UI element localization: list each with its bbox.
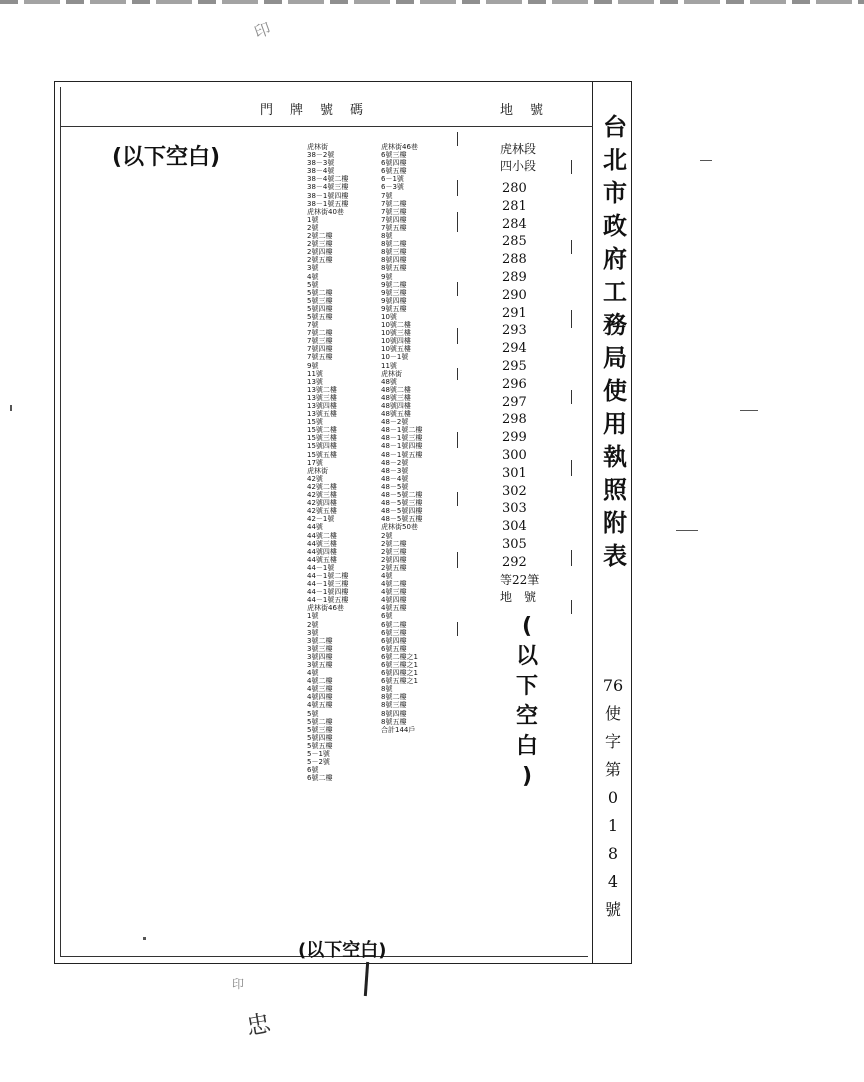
address-entry: 7號五樓 xyxy=(381,223,407,232)
address-entry: 2號 xyxy=(307,620,319,629)
address-entry: 5－2號 xyxy=(307,758,330,767)
address-entry: 42－1號 xyxy=(307,515,335,524)
address-entry: 44－1號二樓 xyxy=(307,571,349,580)
address-entry: 2號五樓 xyxy=(381,563,407,572)
pen-stroke xyxy=(364,962,369,996)
address-entry: 7號三樓 xyxy=(381,207,407,216)
address-entry: 48－3號 xyxy=(381,466,409,475)
title-char: 台 xyxy=(603,112,627,141)
address-entry: 6號二樓 xyxy=(307,774,333,783)
address-entry: 8號二樓 xyxy=(381,693,407,702)
address-entry: 38－4號二樓 xyxy=(307,175,349,184)
land-number: 300 xyxy=(502,447,527,463)
blank-remark-char: ) xyxy=(521,764,533,789)
address-entry: 48－4號 xyxy=(381,474,409,483)
address-entry: 6號三樓之1 xyxy=(381,661,418,669)
land-section xyxy=(500,141,536,175)
address-entry: 38－4號三樓 xyxy=(307,183,349,192)
address-entry: 3號二樓 xyxy=(307,636,333,645)
address-entry: 44－1號 xyxy=(307,563,335,572)
address-entry: 8號 xyxy=(381,232,393,241)
address-entry: 3號三樓 xyxy=(307,644,333,653)
land-number: 281 xyxy=(502,198,527,214)
address-entry: 4號四樓 xyxy=(307,693,333,702)
title-char: 表 xyxy=(603,541,627,570)
address-entry: 2號三樓 xyxy=(381,547,407,556)
address-entry: 9號五樓 xyxy=(381,304,407,313)
address-entry: 8號四樓 xyxy=(381,256,407,265)
land-number: 303 xyxy=(502,501,527,517)
address-entry: 虎林街40巷 xyxy=(307,207,344,216)
address-entry: 2號 xyxy=(307,223,319,232)
address-entry: 44號二樓 xyxy=(307,531,337,540)
address-entry: 6號 xyxy=(307,766,319,775)
address-entry: 6號五樓 xyxy=(381,644,407,653)
address-entry: 虎林街50巷 xyxy=(381,523,418,532)
title-char: 使 xyxy=(603,376,627,405)
address-entry: 6號四樓 xyxy=(381,636,407,645)
address-entry: 42號五樓 xyxy=(307,507,337,516)
land-number: 291 xyxy=(502,305,527,321)
address-entry: 2號二樓 xyxy=(381,539,407,548)
address-entry: 10號二樓 xyxy=(381,321,411,330)
land-number: 297 xyxy=(502,394,527,410)
address-entry: 9號 xyxy=(307,361,319,370)
scan-speck xyxy=(10,405,12,411)
permit-digit-2: 1 xyxy=(607,816,619,835)
address-entry: 2號四樓 xyxy=(307,248,333,257)
address-entry: 3號四樓 xyxy=(307,652,333,661)
address-entry: 13號四樓 xyxy=(307,402,337,410)
address-entry: 11號 xyxy=(381,361,397,370)
blank-remark-left: (以下空白) xyxy=(112,145,221,170)
address-entry: 5號二樓 xyxy=(307,288,333,297)
seal-mark-small: 印 xyxy=(232,977,245,991)
address-entry: 虎林街46巷 xyxy=(381,143,418,151)
address-entry: 48－5號 xyxy=(381,482,409,491)
address-entry: 48號二樓 xyxy=(381,385,411,394)
address-entry: 48－1號三樓 xyxy=(381,434,423,443)
address-entry: 6號二樓之1 xyxy=(381,652,418,661)
address-entry: 13號 xyxy=(307,377,323,386)
land-total xyxy=(500,572,539,606)
address-entry: 虎林街46巷 xyxy=(307,604,344,613)
blank-remark-char: 白 xyxy=(515,734,538,759)
blank-remark-char: ( xyxy=(521,614,533,639)
address-entry: 11號 xyxy=(307,369,323,378)
title-char: 務 xyxy=(603,310,627,339)
address-entry: 48－1號四樓 xyxy=(381,442,423,451)
land-number: 292 xyxy=(502,554,527,570)
address-entry: 13號二樓 xyxy=(307,385,337,394)
land-number: 301 xyxy=(502,465,527,481)
permit-char-2: 字 xyxy=(604,732,621,751)
scan-speck xyxy=(676,530,698,531)
address-entry: 8號三樓 xyxy=(381,701,407,710)
address-entry: 48－5號三樓 xyxy=(381,499,423,508)
address-entry: 7號二樓 xyxy=(307,329,333,338)
address-entry: 7號三樓 xyxy=(307,337,333,346)
permit-char-3: 第 xyxy=(604,760,621,779)
address-entry: 8號 xyxy=(381,685,393,694)
address-entry: 10－1號 xyxy=(381,353,409,362)
address-entry: 4號 xyxy=(307,669,319,678)
address-list-col2 xyxy=(381,143,422,734)
seal-stamp xyxy=(232,975,282,1045)
address-entry: 48－5號五樓 xyxy=(381,515,423,524)
address-entry: 15號二樓 xyxy=(307,426,337,435)
address-entry: 48－1號二樓 xyxy=(381,426,423,435)
address-entry: 4號三樓 xyxy=(381,588,407,597)
address-entry: 48號三樓 xyxy=(381,393,411,402)
title-column-divider xyxy=(592,81,593,964)
address-entry: 2號 xyxy=(381,531,393,540)
title-char: 工 xyxy=(603,277,627,306)
address-entry: 44－1號四樓 xyxy=(307,588,349,597)
address-entry: 4號二樓 xyxy=(381,580,407,589)
land-number-header: 地 號 xyxy=(500,103,546,118)
land-number: 289 xyxy=(502,269,527,285)
land-number-list xyxy=(502,180,527,572)
address-entry: 38－4號 xyxy=(307,167,335,176)
land-number: 305 xyxy=(502,536,527,552)
address-entry: 15號五樓 xyxy=(307,450,337,459)
address-entry: 3號 xyxy=(307,264,319,273)
address-entry: 4號五樓 xyxy=(381,604,407,613)
title-char: 用 xyxy=(603,409,627,438)
title-char: 執 xyxy=(603,442,627,471)
land-number: 299 xyxy=(502,430,527,446)
address-entry: 合計144戶 xyxy=(381,725,416,734)
address-entry: 10號五樓 xyxy=(381,345,411,354)
address-entry: 3號五樓 xyxy=(307,661,333,669)
address-entry: 8號三樓 xyxy=(381,248,407,257)
address-entry: 4號三樓 xyxy=(307,685,333,694)
scan-top-edge xyxy=(0,0,864,4)
address-entry: 8號四樓 xyxy=(381,709,407,718)
title-char: 照 xyxy=(603,475,627,504)
address-entry: 9號三樓 xyxy=(381,288,407,297)
land-number: 288 xyxy=(502,252,527,268)
address-entry: 1號 xyxy=(307,215,319,224)
address-entry: 13號五樓 xyxy=(307,410,337,419)
address-entry: 42號 xyxy=(307,474,323,483)
address-entry: 44號 xyxy=(307,523,323,532)
column-separator-marks xyxy=(457,132,459,652)
address-entry: 2號二樓 xyxy=(307,232,333,241)
address-entry: 17號 xyxy=(307,458,323,467)
address-entry: 2號四樓 xyxy=(381,555,407,564)
address-entry: 48－5號四樓 xyxy=(381,507,423,516)
scan-speck xyxy=(700,160,712,161)
address-entry: 42號三樓 xyxy=(307,491,337,500)
address-entry: 44－1號五樓 xyxy=(307,596,349,605)
address-entry: 7號四樓 xyxy=(307,345,333,354)
address-entry: 6－1號 xyxy=(381,175,404,184)
address-entry: 8號五樓 xyxy=(381,264,407,273)
land-number: 294 xyxy=(502,341,527,357)
address-entry: 15號 xyxy=(307,418,323,427)
address-entry: 7號四樓 xyxy=(381,215,407,224)
address-entry: 10號 xyxy=(381,312,397,321)
address-entry: 15號四樓 xyxy=(307,442,337,451)
address-entry: 44號三樓 xyxy=(307,539,337,548)
address-entry: 10號三樓 xyxy=(381,329,411,338)
address-entry: 1號 xyxy=(307,612,319,621)
address-entry: 44號五樓 xyxy=(307,555,337,564)
address-entry: 5號三樓 xyxy=(307,296,333,305)
address-entry: 5號四樓 xyxy=(307,733,333,742)
address-entry: 7號五樓 xyxy=(307,353,333,362)
address-entry: 48號五樓 xyxy=(381,410,411,419)
land-number: 284 xyxy=(502,216,527,232)
land-section-name: 虎林段 xyxy=(500,142,537,156)
permit-number xyxy=(596,672,630,924)
permit-digit-1: 0 xyxy=(607,788,619,807)
land-number: 298 xyxy=(502,412,527,428)
address-entry: 48－2號 xyxy=(381,458,409,467)
address-entry: 7號 xyxy=(307,321,319,330)
address-entry: 44－1號三樓 xyxy=(307,580,349,589)
address-entry: 8號五樓 xyxy=(381,717,407,726)
address-entry: 4號二樓 xyxy=(307,677,333,686)
land-number: 302 xyxy=(502,483,527,499)
blank-remark-char: 空 xyxy=(515,704,538,729)
address-entry: 48號 xyxy=(381,377,397,386)
address-entry: 5號 xyxy=(307,280,319,289)
permit-digit-3: 8 xyxy=(607,844,619,863)
address-entry: 38－3號 xyxy=(307,159,335,168)
address-entry: 6－3號 xyxy=(381,183,404,192)
land-number: 285 xyxy=(502,234,527,250)
land-number: 296 xyxy=(502,376,527,392)
address-entry: 5號 xyxy=(307,709,319,718)
address-entry: 5號五樓 xyxy=(307,741,333,750)
address-entry: 8號二樓 xyxy=(381,240,407,249)
blank-remark-char: 下 xyxy=(515,674,538,699)
title-char: 局 xyxy=(603,343,627,372)
address-entry: 4號四樓 xyxy=(381,596,407,605)
address-entry: 虎林街 xyxy=(307,143,328,151)
address-entry: 2號五樓 xyxy=(307,256,333,265)
land-total-label: 地 號 xyxy=(500,590,537,604)
land-number: 304 xyxy=(502,519,527,535)
address-entry: 42號二樓 xyxy=(307,482,337,491)
address-entry: 9號二樓 xyxy=(381,280,407,289)
address-entry: 虎林街 xyxy=(381,369,402,378)
address-list-col1 xyxy=(307,143,348,782)
address-entry: 42號四樓 xyxy=(307,499,337,508)
title-char: 政 xyxy=(603,211,627,240)
door-number-header: 門 牌 號 碼 xyxy=(260,103,366,118)
address-entry: 5號四樓 xyxy=(307,304,333,313)
permit-suffix: 號 xyxy=(604,900,621,919)
address-entry: 48－5號二樓 xyxy=(381,491,423,500)
address-entry: 6號二樓 xyxy=(381,620,407,629)
address-entry: 5－1號 xyxy=(307,750,330,759)
address-entry: 6號五樓 xyxy=(381,167,407,176)
address-entry: 9號四樓 xyxy=(381,296,407,305)
address-entry: 6號四樓 xyxy=(381,159,407,168)
address-entry: 3號 xyxy=(307,628,319,637)
seal-mark-large: 忠 xyxy=(244,1009,273,1041)
title-char: 附 xyxy=(603,508,627,537)
address-entry: 48－1號五樓 xyxy=(381,450,423,459)
address-entry: 5號二樓 xyxy=(307,717,333,726)
table-header xyxy=(60,87,593,127)
scan-speck xyxy=(143,937,146,940)
address-entry: 4號五樓 xyxy=(307,701,333,710)
blank-remark-bottom: (以下空白) xyxy=(298,940,387,961)
blank-remark-vertical xyxy=(512,612,542,792)
address-entry: 5號五樓 xyxy=(307,312,333,321)
address-entry: 38－1號五樓 xyxy=(307,199,349,208)
scan-speck xyxy=(740,410,758,411)
address-entry: 6號 xyxy=(381,612,393,621)
address-entry: 5號三樓 xyxy=(307,725,333,734)
address-entry: 13號三樓 xyxy=(307,393,337,402)
land-number: 293 xyxy=(502,323,527,339)
land-number: 280 xyxy=(502,181,527,196)
faint-stamp-top: 印 xyxy=(251,18,274,43)
address-entry: 虎林街 xyxy=(307,466,328,475)
address-entry: 4號 xyxy=(307,272,319,281)
permit-year: 76 xyxy=(602,676,624,695)
title-char: 府 xyxy=(603,244,627,273)
address-entry: 6號三樓 xyxy=(381,151,407,160)
address-entry: 4號 xyxy=(381,571,393,580)
address-entry: 6號四樓之1 xyxy=(381,669,418,678)
address-entry: 48－2號 xyxy=(381,418,409,427)
address-entry: 7號二樓 xyxy=(381,199,407,208)
permit-char-1: 使 xyxy=(604,704,621,723)
address-entry: 10號四樓 xyxy=(381,337,411,346)
land-total-count: 等22筆 xyxy=(500,573,540,587)
permit-digit-4: 4 xyxy=(607,872,619,891)
title-char: 北 xyxy=(603,145,627,174)
title-char: 市 xyxy=(603,178,627,207)
blank-remark-char: 以 xyxy=(515,644,538,669)
land-number: 290 xyxy=(502,287,527,303)
land-subsection-name: 四小段 xyxy=(500,159,537,173)
address-entry: 7號 xyxy=(381,191,393,200)
address-entry: 48號四樓 xyxy=(381,402,411,410)
address-entry: 6號三樓 xyxy=(381,628,407,637)
address-entry: 38－1號四樓 xyxy=(307,191,349,200)
address-entry: 44號四樓 xyxy=(307,547,337,556)
address-entry: 2號三樓 xyxy=(307,240,333,249)
address-entry: 9號 xyxy=(381,272,393,281)
address-entry: 38－2號 xyxy=(307,151,335,160)
address-entry: 6號五樓之1 xyxy=(381,677,418,686)
document-title xyxy=(600,110,630,572)
land-number: 295 xyxy=(502,358,527,374)
address-entry: 15號三樓 xyxy=(307,434,337,443)
